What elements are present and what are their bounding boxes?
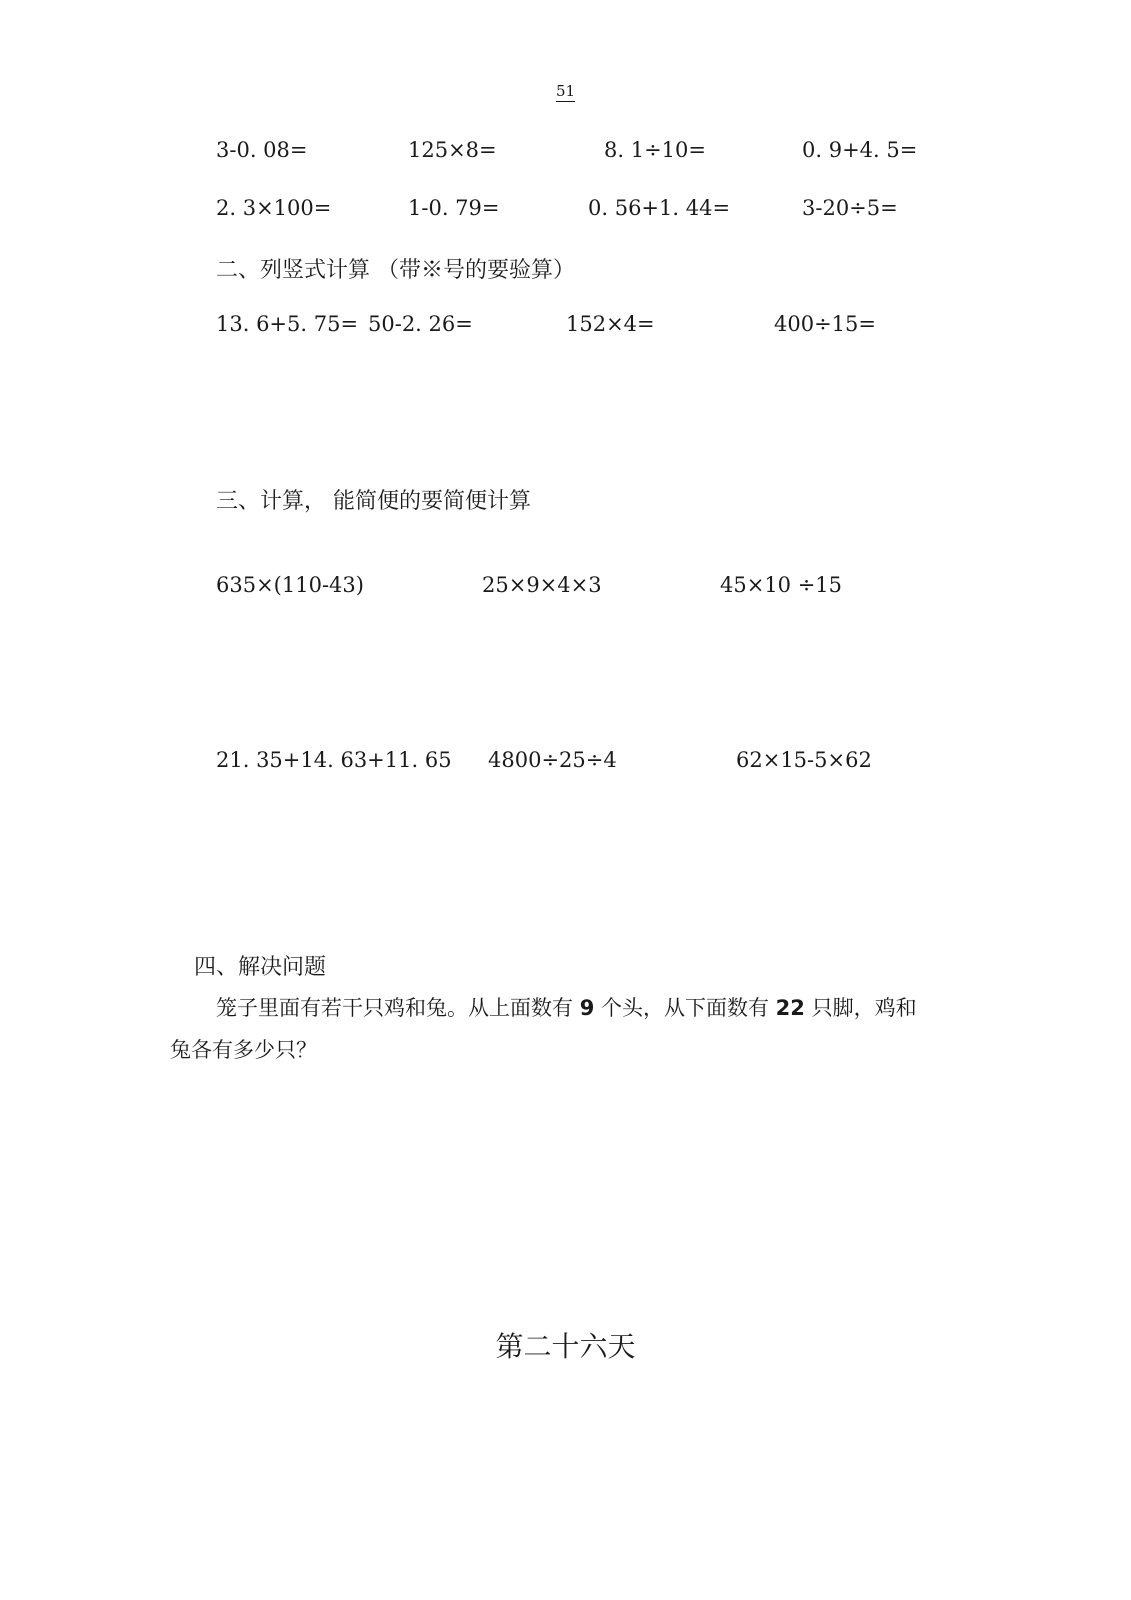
- simplify-calc-4: 21. 35+14. 63+11. 65: [216, 748, 452, 772]
- page-number-text: 51: [555, 82, 576, 100]
- vertical-calc-2: 50-2. 26=: [368, 312, 473, 336]
- simplify-calc-1: 635×(110-43): [216, 573, 364, 597]
- problem-text-c: 只脚，鸡和: [804, 996, 917, 1020]
- word-problem-line1: [216, 987, 917, 1029]
- section3-heading: 三、计算， 能简便的要简便计算: [216, 489, 531, 514]
- simplify-calc-6: 62×15-5×62: [736, 748, 872, 772]
- vertical-calc-3: 152×4=: [566, 312, 655, 336]
- oral-q6: 1-0. 79=: [408, 196, 500, 220]
- simplify-calc-2: 25×9×4×3: [482, 573, 602, 597]
- simplify-calc-5: 4800÷25÷4: [488, 748, 617, 772]
- vertical-calc-1: 13. 6+5. 75=: [216, 312, 359, 336]
- word-problem-line2: 兔各有多少只？: [170, 1038, 317, 1062]
- oral-q7: 0. 56+1. 44=: [588, 196, 731, 220]
- simplify-calc-3: 45×10 ÷15: [720, 573, 843, 597]
- page-number: [0, 82, 1131, 100]
- oral-q3: 8. 1÷10=: [604, 138, 706, 162]
- heads-count: 9: [579, 996, 595, 1020]
- section2-heading: 二、列竖式计算 （带※号的要验算）: [216, 258, 575, 283]
- day-title: 第二十六天: [495, 1330, 636, 1363]
- problem-text-b: 个头，从下面数有: [594, 996, 776, 1020]
- oral-q2: 125×8=: [408, 138, 497, 162]
- oral-q4: 0. 9+4. 5=: [802, 138, 918, 162]
- oral-q8: 3-20÷5=: [802, 196, 898, 220]
- vertical-calc-4: 400÷15=: [774, 312, 876, 336]
- problem-text-a: 笼子里面有若干只鸡和兔。从上面数有: [216, 996, 580, 1020]
- oral-q1: 3-0. 08=: [216, 138, 308, 162]
- feet-count: 22: [775, 996, 805, 1020]
- oral-q5: 2. 3×100=: [216, 196, 332, 220]
- section4-heading: 四、解决问题: [194, 955, 327, 980]
